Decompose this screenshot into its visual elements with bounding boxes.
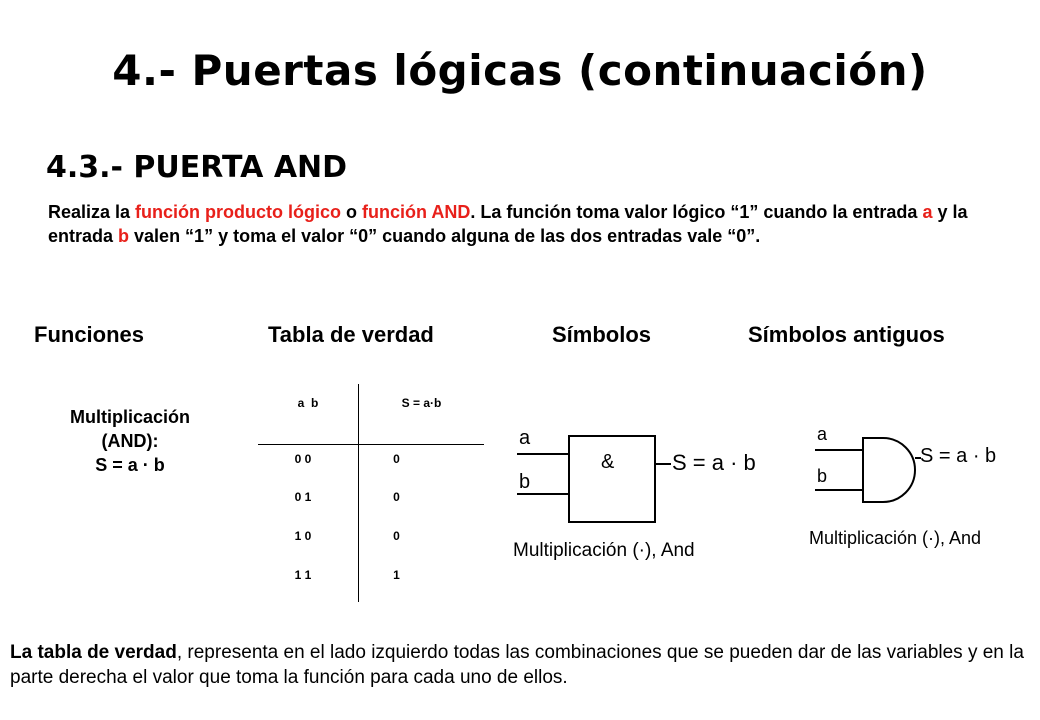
intro-highlight: a <box>922 202 933 222</box>
footer-text: , representa en el lado izquierdo todas las combinaciones que se pueden dar de las variables y en la parte derecha el valor que toma la función para cada uno de ellos. <box>10 642 1024 688</box>
intro-highlight: función AND <box>362 202 471 222</box>
input-b-label: b <box>817 466 828 486</box>
input-b-label: b <box>519 471 531 493</box>
input-a-label: a <box>817 424 828 444</box>
and-gate-symbol-old <box>805 420 1025 560</box>
table-cell-inputs: 0 1 <box>294 490 312 504</box>
column-header-antiguos: Símbolos antiguos <box>748 322 945 347</box>
intro-text: valen “1” y toma el valor “0” cuando alguna de las dos entradas vale “0”. <box>129 226 761 246</box>
table-cell-output: 0 <box>393 490 400 504</box>
column-header-funciones: Funciones <box>34 322 145 347</box>
intro-text: o <box>341 202 363 222</box>
column-header-simbolos: Símbolos <box>552 322 652 347</box>
table-cell-inputs: 1 1 <box>294 568 312 582</box>
table-header-inputs: a b <box>297 396 319 410</box>
table-header-output: S = a·b <box>401 396 442 410</box>
intro-text: Realiza la <box>48 202 136 222</box>
symbol-caption: Multiplicación (·), And <box>809 528 982 548</box>
table-cell-inputs: 1 0 <box>294 529 312 543</box>
table-cell-output: 1 <box>393 568 400 582</box>
footer-bold: La tabla de verdad <box>10 642 177 663</box>
gate-body <box>863 438 915 502</box>
output-label: S = a · b <box>672 450 756 475</box>
function-expression: S = a · b <box>95 455 165 475</box>
intro-text: . La función toma valor lógico “1” cuando la entrada <box>470 202 923 222</box>
column-header-tabla: Tabla de verdad <box>268 322 434 347</box>
page-title: 4.- Puertas lógicas (continuación) <box>112 46 928 95</box>
table-cell-output: 0 <box>393 452 400 466</box>
intro-highlight: b <box>118 226 130 246</box>
gate-and-label: & <box>601 451 615 473</box>
function-definition <box>40 405 220 477</box>
intro-paragraph <box>48 200 998 248</box>
and-gate-symbol-iec <box>505 420 785 570</box>
truth-table <box>258 384 484 602</box>
table-cell-output: 0 <box>393 529 400 543</box>
footer-note <box>10 640 1030 690</box>
table-cell-inputs: 0 0 <box>294 452 312 466</box>
input-a-label: a <box>519 427 531 449</box>
gate-box <box>569 436 655 522</box>
output-label: S = a · b <box>920 445 997 467</box>
intro-text: y la entrada <box>48 202 968 246</box>
function-type: (AND): <box>101 431 159 451</box>
intro-highlight: función producto lógico <box>135 202 342 222</box>
symbol-caption: Multiplicación (·), And <box>513 540 695 561</box>
table-divider-horizontal <box>258 444 484 445</box>
section-title: 4.3.- PUERTA AND <box>46 150 348 185</box>
function-name: Multiplicación <box>69 407 190 427</box>
